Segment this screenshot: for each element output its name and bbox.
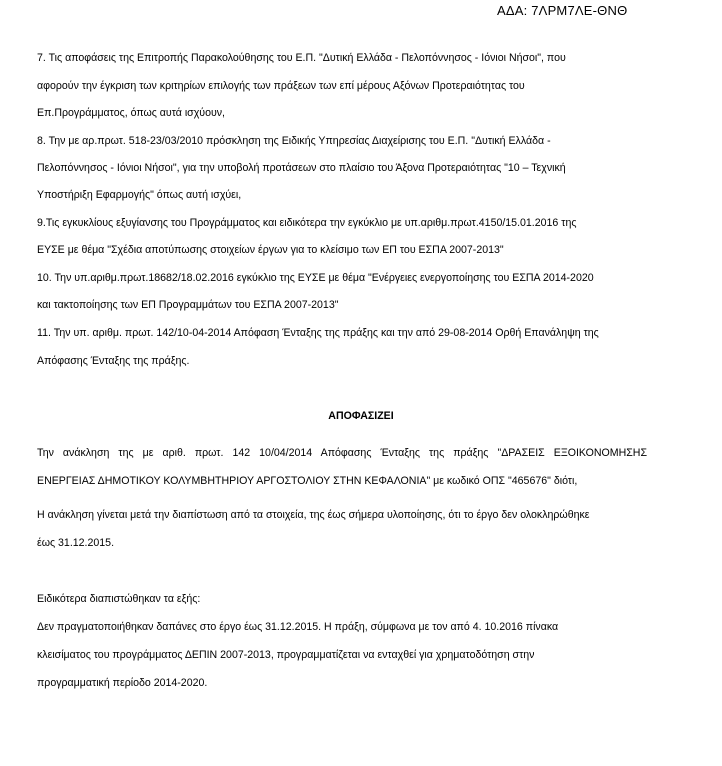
revocation-line-1: Την ανάκληση της με αριθ. πρωτ. 142 10/04/2014 Απόφασης Ένταξης της πράξης "ΔΡΑΣΕΙΣ ΕΞΟΙΚΟΝΟΜΗΣΗΣ (37, 447, 647, 459)
consideration-7-line-1: 7. Τις αποφάσεις της Επιτροπής Παρακολούθησης του Ε.Π. "Δυτική Ελλάδα - Πελοπόννησος - Ιόνιοι Νήσοι", που (37, 52, 566, 64)
consideration-9-line-1: 9.Τις εγκυκλίους εξυγίανσης του Προγράμματος και ειδικότερα την εγκύκλιο με υπ.αριθμ.πρωτ.4150/15.01.2016 της (37, 217, 577, 229)
consideration-9-line-2: ΕΥΣΕ με θέμα "Σχέδια αποτύπωσης στοιχείων έργων για το κλείσιμο των ΕΠ του ΕΣΠΑ 2007-2013" (37, 244, 504, 256)
decision-title: ΑΠΟΦΑΣΙΖΕΙ (328, 410, 394, 422)
findings-intro: Ειδικότερα διαπιστώθηκαν τα εξής: (37, 593, 201, 605)
reason-line-1: Η ανάκληση γίνεται μετά την διαπίστωση από τα στοιχεία, της έως σήμερα υλοποίησης, ότι το έργο δεν ολοκληρώθηκε (37, 509, 590, 521)
consideration-8-line-1: 8. Την με αρ.πρωτ. 518-23/03/2010 πρόσκληση της Ειδικής Υπηρεσίας Διαχείρισης του Ε.Π. "Δυτική Ελλάδα - (37, 135, 551, 147)
ada-code: ΑΔΑ: 7ΛΡΜ7ΛΕ-ΘΝΘ (497, 3, 628, 18)
findings-line-3: προγραμματική περίοδο 2014-2020. (37, 677, 208, 689)
consideration-10-line-2: και τακτοποίησης των ΕΠ Προγραμμάτων του ΕΣΠΑ 2007-2013" (37, 299, 339, 311)
consideration-11-line-1: 11. Την υπ. αριθμ. πρωτ. 142/10-04-2014 Απόφαση Ένταξης της πράξης και την από 29-08-2014 Ορθή Επανάληψη της (37, 327, 599, 339)
consideration-8-line-2: Πελοπόννησος - Ιόνιοι Νήσοι", για την υποβολή προτάσεων στο πλαίσιο του Άξονα Προτεραιότητας "10 – Τεχνική (37, 162, 566, 174)
revocation-line-2: ΕΝΕΡΓΕΙΑΣ ΔΗΜΟΤΙΚΟΥ ΚΟΛΥΜΒΗΤΗΡΙΟΥ ΑΡΓΟΣΤΟΛΙΟΥ ΣΤΗΝ ΚΕΦΑΛΟΝΙΑ" με κωδικό ΟΠΣ "465676" διότι, (37, 475, 578, 487)
findings-line-1: Δεν πραγματοποιήθηκαν δαπάνες στο έργο έως 31.12.2015. Η πράξη, σύμφωνα με τον από 4. 10.2016 πίνακα (37, 621, 559, 633)
reason-line-2: έως 31.12.2015. (37, 537, 115, 549)
consideration-7-line-3: Επ.Προγράμματος, όπως αυτά ισχύουν, (37, 107, 225, 119)
findings-line-2: κλεισίματος του προγράμματος ΔΕΠΙΝ 2007-2013, προγραμματίζεται να ενταχθεί για χρηματοδότηση στην (37, 649, 535, 661)
consideration-11-line-2: Απόφασης Ένταξης της πράξης. (37, 355, 190, 367)
consideration-7-line-2: αφορούν την έγκριση των κριτηρίων επιλογής των πράξεων των επί μέρους Αξόνων Προτεραιότητας του (37, 80, 525, 92)
consideration-8-line-3: Υποστήριξη Εφαρμογής" όπως αυτή ισχύει, (37, 189, 242, 201)
consideration-10-line-1: 10. Την υπ.αριθμ.πρωτ.18682/18.02.2016 εγκύκλιο της ΕΥΣΕ με θέμα "Ενέργειες ενεργοποίησης του ΕΣΠΑ 2014-2020 (37, 272, 594, 284)
